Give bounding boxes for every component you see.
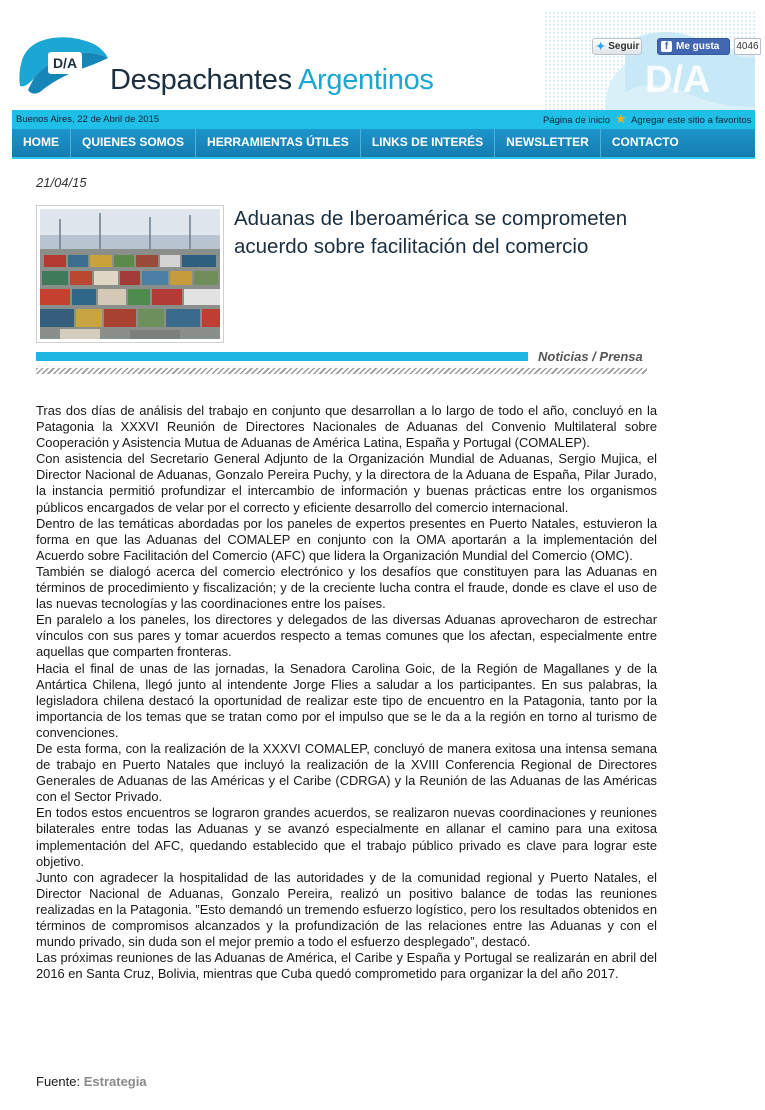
twitter-bird-icon: ✦ xyxy=(596,41,606,53)
container-port-photo xyxy=(40,209,220,339)
article-paragraph: Hacia el final de unas de las jornadas, la Senadora Carolina Goic, de la Región de Magallanes y de la Antártica Chilena, llegó junto al intendente Jorge Flies a saludar a los participantes. En sus palabras, la legisladora chilena destacó la oportunidad de realizar este tipo de encuentro en la Patagonia, tanto por la importancia de los temas que se tratan como por el impulso que se le da a la región en torno al turismo de convenciones. xyxy=(36,660,657,740)
nav-item-links[interactable]: LINKS DE INTERÉS xyxy=(361,128,495,158)
main-nav xyxy=(12,129,755,159)
nav-item-newsletter[interactable]: NEWSLETTER xyxy=(495,128,601,158)
article-paragraph: Las próximas reuniones de las Aduanas de América, el Caribe y España y Portugal se realizarán en abril del 2016 en Santa Cruz, Bolivia, mientras que Cuba quedó comprometido para organizar la del año 2017. xyxy=(36,950,657,982)
header-decoration xyxy=(545,12,755,110)
header-watermark: D/A xyxy=(645,59,711,101)
twitter-follow-button[interactable] xyxy=(592,38,642,55)
article-paragraph: Tras dos días de análisis del trabajo en conjunto que desarrollan a lo largo de todo el año, concluyó en la Patagonia la XXXVI Reunión de Directores Nacionales de Aduanas del Convenio Multilateral sobre Cooperación y Asistencia Mutua de Aduanas de América Latina, España y Portugal (COMALEP). xyxy=(36,403,657,451)
site-title[interactable] xyxy=(110,64,434,97)
article-paragraph: Dentro de las temáticas abordadas por los paneles de expertos presentes en Puerto Natales, estuvieron la forma en que las Aduanas del COMALEP en conjunto con la OMA aportarán a la implementación del Acuerdo sobre Facilitación del Comercio (AFC) que lidera la Organización Mundial del Comercio (OMC). xyxy=(36,515,657,563)
site-logo[interactable] xyxy=(18,30,110,100)
article-category[interactable]: Noticias / Prensa xyxy=(538,349,643,364)
article-date: 21/04/15 xyxy=(36,175,87,190)
facebook-like-button[interactable] xyxy=(657,38,730,55)
article-paragraph: En paralelo a los paneles, los directores y delegados de las diversas Aduanas aprovecharon de estrechar vínculos con sus pares y tomar acuerdos respecto a temas comunes que los afectan, especialmente entre aquellas que comparten fronteras. xyxy=(36,612,657,660)
add-favorites-link[interactable]: Agregar este sitio a favoritos xyxy=(631,115,752,126)
source-link[interactable]: Estrategia xyxy=(83,1074,147,1089)
twitter-follow-label: Seguir xyxy=(608,41,640,52)
article-body xyxy=(36,403,657,982)
page xyxy=(12,0,759,1110)
category-bar xyxy=(36,352,528,361)
info-bar xyxy=(12,110,755,129)
facebook-like-label: Me gusta xyxy=(676,41,720,52)
site-header xyxy=(12,12,759,110)
home-page-link[interactable]: Página de inicio xyxy=(543,115,611,126)
star-icon: ★ xyxy=(615,111,627,126)
article-title: Aduanas de Iberoamérica se comprometen acuerdo sobre facilitación del comercio xyxy=(234,207,628,258)
nav-item-home[interactable]: HOME xyxy=(12,128,71,158)
nav-item-contacto[interactable]: CONTACTO xyxy=(611,135,679,149)
article-paragraph: Junto con agradecer la hospitalidad de las autoridades y de la comunidad regional y Puerto Natales, el Director Nacional de Aduanas, Gonzalo Pereira, realizó un positivo balance de todas las reuniones realizadas en la Patagonia. ”Esto demandó un tremendo esfuerzo logístico, pero los resultados obtenidos en términos de compromisos alcanzados y la profundización de las relaciones entre las Aduanas y con el mundo privado, sin duda son el mejor premio a todo el esfuerzo desplegado”, destacó. xyxy=(36,869,657,950)
article-paragraph: Con asistencia del Secretario General Adjunto de la Organización Mundial de Aduanas, Sergio Mujica, el Director Nacional de Aduanas, Gonzalo Pereira Puchy, y la directora de la Aduana de España, Pilar Jurado, la instancia permitió profundizar el intercambio de información y buenas prácticas entre los organismos públicos encargados de velar por el correcto y eficiente desarrollo del comercio internacional. xyxy=(36,451,657,515)
facebook-f-icon: f xyxy=(661,41,672,52)
article-paragraph: De esta forma, con la realización de la XXXVI COMALEP, concluyó de manera exitosa una intensa semana de trabajo en Puerto Natales que incluyó la realización de la XVIII Conferencia Regional de Directores Generales de Aduanas de las Américas y el Caribe (CDRGA) y la Reunión de las Aduanas de las Américas con el Sector Privado. xyxy=(36,740,657,805)
article-image[interactable] xyxy=(36,205,224,343)
article-paragraph: En todos estos encuentros se lograron grandes acuerdos, se realizaron nuevas coordinaciones y reuniones bilaterales entre todas las Aduanas y se avanzó especialmente en allanar el camino para una exitosa implementación del AFC, quedando establecido que el trabajo público privado es clave para lograr este objetivo. xyxy=(36,805,657,869)
divider xyxy=(36,368,647,374)
facebook-like-count: 4046 xyxy=(734,38,761,55)
current-date: Buenos Aires, 22 de Abril de 2015 xyxy=(16,114,160,125)
site-title-part1: Despachantes xyxy=(110,64,292,96)
logo-text: D/A xyxy=(52,55,78,71)
article-source xyxy=(36,1074,147,1089)
source-label: Fuente: xyxy=(36,1074,81,1089)
nav-item-herramientas[interactable]: HERRAMIENTAS ÚTILES xyxy=(196,128,361,158)
nav-item-quienes-somos[interactable]: QUIENES SOMOS xyxy=(71,128,196,158)
site-title-part2: Argentinos xyxy=(297,64,434,96)
article-paragraph: También se dialogó acerca del comercio electrónico y los desafíos que constituyen para las Aduanas en términos de procedimiento y fiscalización; y de la creciente lucha contra el fraude, donde es clave el uso de las nuevas tecnologías y las coordinaciones entre los países. xyxy=(36,563,657,612)
